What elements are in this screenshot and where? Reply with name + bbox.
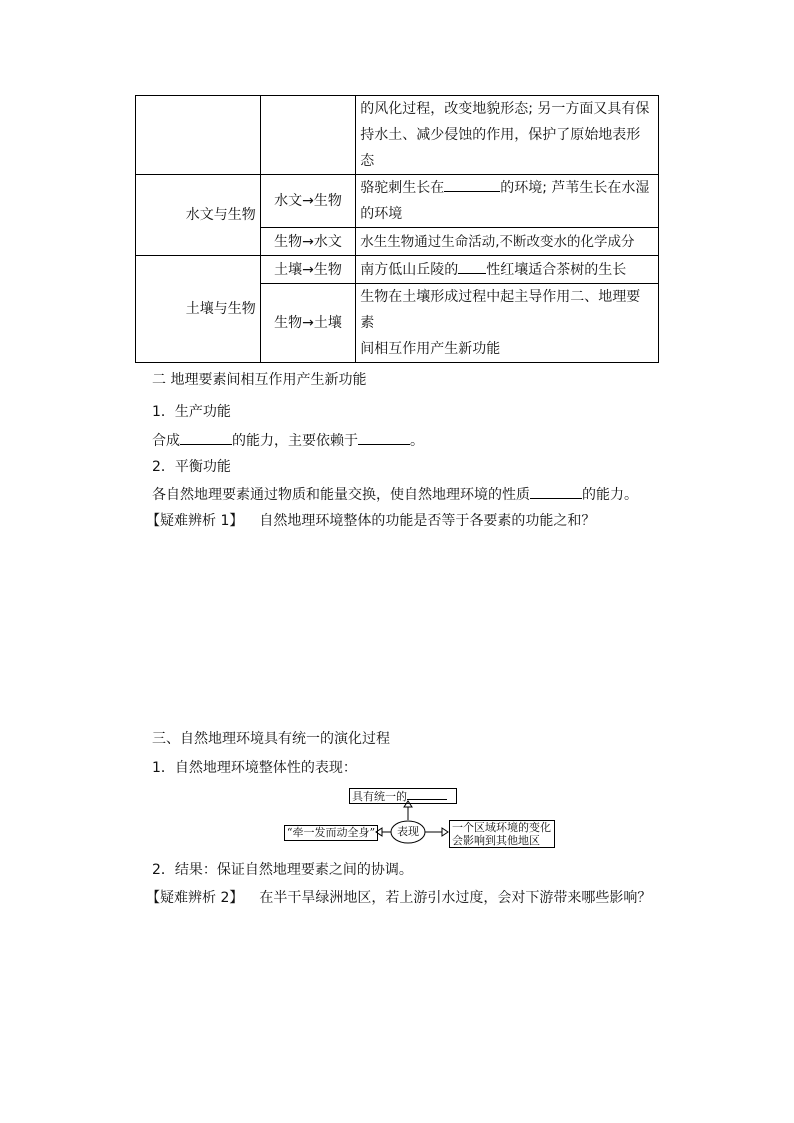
row-label-soil: 土壤与生物 — [136, 256, 261, 363]
table-cell-text — [356, 256, 659, 284]
diagram-top-box — [349, 788, 457, 804]
sentence-text: 的能力，主要依赖于 — [232, 433, 358, 449]
table-cell-empty — [260, 96, 356, 175]
table-cell-text — [356, 96, 659, 175]
question-2 — [146, 887, 651, 907]
question-1 — [146, 510, 595, 530]
cell-text: 的环境; 芦苇生长在水湿 — [500, 180, 650, 196]
fill-sentence — [152, 429, 424, 450]
section-heading: 二 地理要素间相互作用产生新功能 — [152, 372, 367, 388]
question-tag: 【疑难辨析 1】 — [146, 513, 244, 529]
result-line: 2．结果：保证自然地理要素之间的协调。 — [152, 862, 413, 878]
item-title: 1．自然地理环境整体性的表现： — [152, 760, 357, 776]
sentence-text: 合成 — [152, 433, 180, 449]
diagram-left-box: “牵一发而动全身” — [284, 825, 378, 841]
geo-relations-table — [135, 95, 659, 363]
table-cell-text: 水生生物通过生命活动,不断改变水的化学成分 — [356, 228, 659, 256]
sentence-text: 的能力。 — [582, 487, 638, 503]
sub-label-soil-bio: 土壤→生物 — [260, 256, 356, 284]
cell-line: 持水土、减少侵蚀的作用，保护了原始地表形态 — [360, 127, 641, 169]
cell-line: 的风化过程，改变地貌形态; 另一方面又具有保 — [360, 101, 650, 117]
sub-label-bio-hydro: 生物→水文 — [260, 228, 356, 256]
row-label-hydro: 水文与生物 — [136, 175, 261, 256]
table-cell-text — [356, 175, 659, 228]
integrity-diagram — [284, 786, 554, 846]
cell-line: 间相互作用产生新功能 — [360, 341, 501, 357]
box-line: 一个区域环境的变化 — [452, 821, 551, 834]
item-title: 2．平衡功能 — [152, 459, 231, 475]
question-tag: 【疑难辨析 2】 — [146, 890, 244, 906]
fill-blank[interactable] — [358, 429, 410, 445]
cell-text: 的环境 — [360, 206, 403, 222]
item-title: 1．生产功能 — [152, 404, 231, 420]
fill-blank[interactable] — [407, 789, 447, 800]
sentence-text: 。 — [410, 433, 424, 449]
section-heading: 三、自然地理环境具有统一的演化过程 — [152, 731, 390, 747]
cell-text: 骆驼刺生长在 — [360, 180, 445, 196]
box-text: 具有统一的 — [352, 790, 407, 803]
table-cell-text — [356, 284, 659, 363]
cell-line: 生物在土壤形成过程中起主导作用二、地理要素 — [360, 289, 641, 331]
cell-text: 南方低山丘陵的 — [360, 261, 459, 278]
question-text: 自然地理环境整体的功能是否等于各要素的功能之和？ — [259, 513, 596, 529]
box-line: 会影响到其他地区 — [452, 834, 540, 847]
fill-blank[interactable] — [444, 176, 500, 192]
sentence-text: 各自然地理要素通过物质和能量交换，使自然地理环境的性质 — [152, 487, 530, 503]
fill-sentence — [152, 483, 638, 504]
diagram-center-label: 表现 — [397, 825, 419, 838]
fill-blank[interactable] — [180, 429, 232, 445]
table-cell-empty — [136, 96, 261, 175]
cell-text: 性红壤适合茶树的生长 — [486, 261, 627, 278]
fill-blank[interactable] — [530, 483, 582, 499]
question-text: 在半干旱绿洲地区，若上游引水过度，会对下游带来哪些影响？ — [259, 890, 652, 906]
fill-blank[interactable] — [458, 258, 486, 274]
sub-label-bio-soil: 生物→土壤 — [260, 284, 356, 363]
diagram-right-box — [449, 820, 555, 848]
sub-label-hydro-bio: 水文→生物 — [260, 175, 356, 228]
